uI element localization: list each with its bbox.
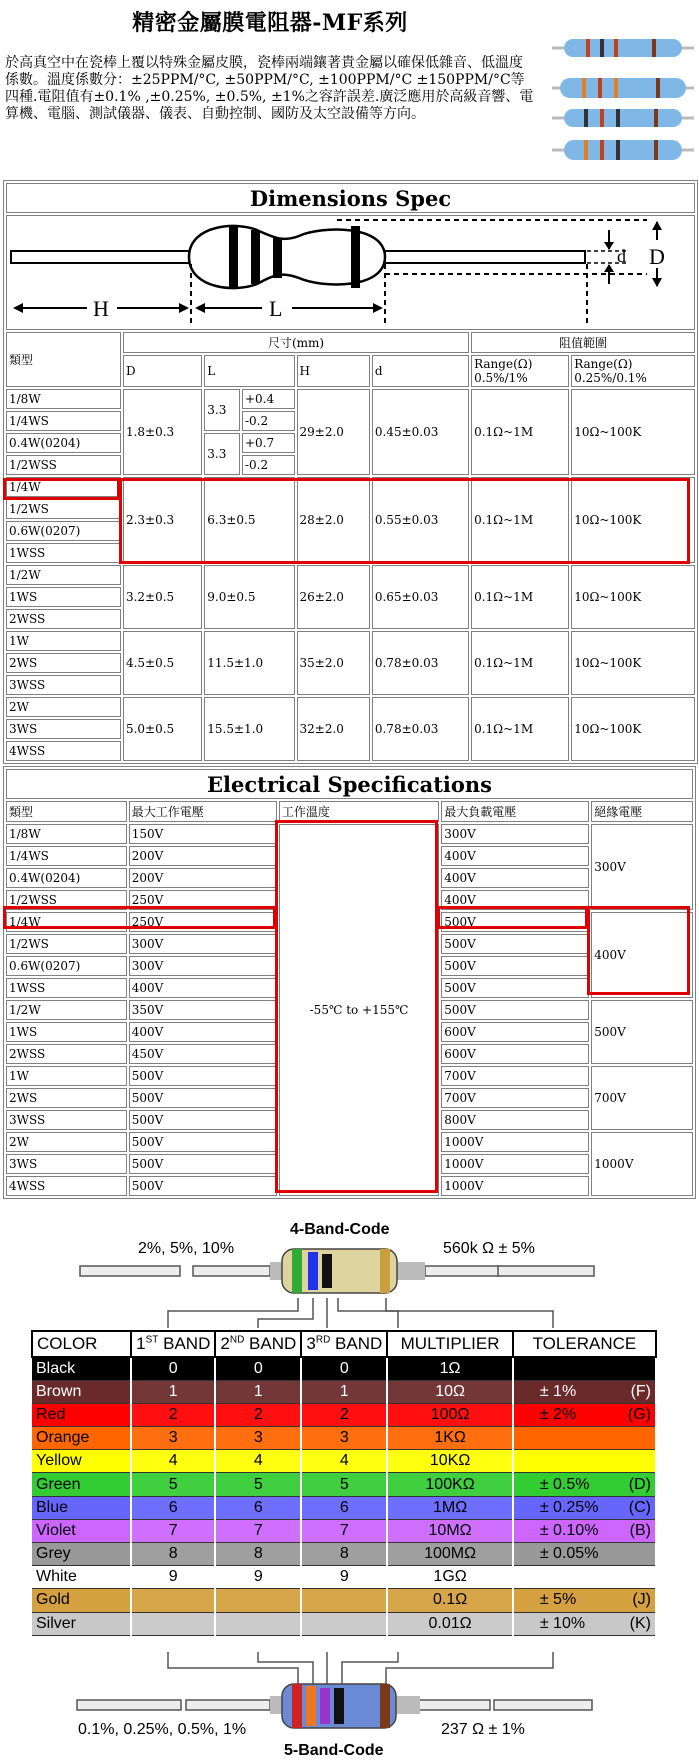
overload-cell: 500V: [441, 978, 589, 998]
type-cell: 2WSS: [6, 1044, 127, 1064]
insulation-cell: 1000V: [591, 1132, 693, 1196]
cc-header-band1: [131, 1331, 215, 1357]
cc-header-band1-sup: ST: [145, 1334, 159, 1346]
cc-band2: 5: [215, 1473, 301, 1496]
max-voltage-cell: 300V: [129, 934, 277, 954]
cc-header-band2-word: BAND: [244, 1334, 297, 1353]
type-cell: 1/8W: [6, 389, 121, 409]
color-row-green: [32, 1473, 656, 1496]
cc-band3: 9: [301, 1566, 387, 1589]
max-voltage-cell: 450V: [129, 1044, 277, 1064]
insulation-cell: 500V: [591, 1000, 693, 1064]
cc-header-band1-word: BAND: [158, 1334, 211, 1353]
cc-header-color: COLOR: [32, 1331, 131, 1357]
label-D: D: [649, 244, 665, 269]
overload-cell: 600V: [441, 1044, 589, 1064]
overload-cell: 500V: [441, 934, 589, 954]
header-range-05-1: Range(Ω) 0.5%/1%: [471, 355, 569, 387]
type-cell: 0.4W(0204): [6, 868, 127, 888]
resistor-photos: [552, 36, 694, 170]
temp-range-cell: -55℃ to +155℃: [279, 824, 439, 1196]
color-row-white: [32, 1566, 656, 1589]
cc-header-band3-sup: RD: [315, 1334, 331, 1346]
cc-tolerance-value: ± 0.05%: [539, 1545, 599, 1563]
cc-tolerance-code: (D): [628, 1475, 651, 1493]
dim-d: 0.45±0.03: [372, 389, 469, 475]
type-cell: 1/8W: [6, 824, 127, 844]
overload-cell: 1000V: [441, 1132, 589, 1152]
cc-band1: 8: [131, 1543, 215, 1566]
dim-range2: 10Ω~100K: [571, 697, 695, 761]
page-title: 精密金屬膜電阻器-MF系列: [132, 10, 408, 36]
cc-tolerance: [513, 1543, 656, 1566]
color-row-red: [32, 1403, 656, 1426]
five-band-tolerances: 0.1%, 0.25%, 0.5%, 1%: [78, 1721, 247, 1738]
cc-band1: [131, 1612, 215, 1635]
cc-tolerance: [513, 1380, 656, 1403]
cc-tolerance-value: ± 1%: [539, 1382, 577, 1400]
type-cell: 1/2WS: [6, 499, 121, 519]
cc-tolerance-value: ± 0.5%: [539, 1475, 590, 1493]
cc-tolerance: [513, 1357, 656, 1380]
cc-tolerance-value: ± 0.10%: [539, 1521, 599, 1539]
resistor-photo-3: [552, 109, 694, 127]
color-row-black: [32, 1357, 656, 1380]
cc-band3: 1: [301, 1380, 387, 1403]
color-code-table: [31, 1330, 657, 1636]
dim-D: 3.2±0.5: [123, 565, 202, 629]
type-cell: 1/4W: [6, 912, 127, 932]
cc-band3: 7: [301, 1519, 387, 1542]
color-row-violet: [32, 1519, 656, 1542]
dim-D: 2.3±0.3: [123, 477, 202, 563]
cc-header-tolerance: TOLERANCE: [513, 1331, 656, 1357]
cc-band3: 5: [301, 1473, 387, 1496]
cc-band3: 3: [301, 1427, 387, 1450]
dim-L: 3.3: [204, 389, 240, 431]
cc-tolerance: [513, 1473, 656, 1496]
dimensions-section-title: Dimensions Spec: [6, 183, 695, 213]
type-cell: 1WS: [6, 1022, 127, 1042]
type-cell: 1WSS: [6, 543, 121, 563]
dim-range2: 10Ω~100K: [571, 565, 695, 629]
dim-d: 0.65±0.03: [372, 565, 469, 629]
cc-band3: 2: [301, 1403, 387, 1426]
cc-multiplier: 10Ω: [387, 1380, 513, 1403]
five-band-title: 5-Band-Code: [284, 1742, 384, 1759]
cc-band3: [301, 1589, 387, 1612]
cc-tolerance-code: (K): [629, 1614, 651, 1632]
header-temp: 工作溫度: [279, 801, 439, 822]
dim-range1: 0.1Ω~1M: [471, 565, 569, 629]
overload-cell: 300V: [441, 824, 589, 844]
header-H: H: [297, 355, 370, 387]
cc-multiplier: 1GΩ: [387, 1566, 513, 1589]
max-voltage-cell: 150V: [129, 824, 277, 844]
color-row-yellow: [32, 1450, 656, 1473]
header-size: 尺寸(mm): [123, 332, 469, 353]
type-cell: 3WSS: [6, 675, 121, 695]
overload-cell: 500V: [441, 956, 589, 976]
overload-cell: 700V: [441, 1066, 589, 1086]
dim-range1: 0.1Ω~1M: [471, 389, 569, 475]
dimension-diagram-cell: [6, 215, 695, 330]
dim-H: 26±2.0: [297, 565, 370, 629]
cc-tolerance: [513, 1403, 656, 1426]
cc-tolerance-code: (F): [630, 1382, 651, 1400]
type-cell: 1/2W: [6, 1000, 127, 1020]
header-max-voltage: 最大工作電壓: [129, 801, 277, 822]
cc-band3: 0: [301, 1357, 387, 1380]
overload-cell: 500V: [441, 1000, 589, 1020]
resistor-photo-4: [552, 140, 694, 160]
four-band-leader-lines: [168, 1298, 553, 1328]
cc-band3: 4: [301, 1450, 387, 1473]
five-band-leader-lines: [168, 1652, 553, 1686]
header-d: d: [372, 355, 469, 387]
cc-multiplier: 10MΩ: [387, 1519, 513, 1542]
color-row-grey: [32, 1543, 656, 1566]
color-row-gold: [32, 1589, 656, 1612]
cc-band2: 6: [215, 1496, 301, 1519]
cc-tolerance-code: (J): [632, 1591, 651, 1609]
cc-multiplier: 10KΩ: [387, 1450, 513, 1473]
type-cell: 2WS: [6, 653, 121, 673]
cc-tolerance: [513, 1450, 656, 1473]
cc-color-name: Violet: [32, 1519, 131, 1542]
dimension-diagram: [7, 216, 694, 326]
dim-d: 0.55±0.03: [372, 477, 469, 563]
max-voltage-cell: 400V: [129, 1022, 277, 1042]
cc-multiplier: 1MΩ: [387, 1496, 513, 1519]
cc-color-name: Grey: [32, 1543, 131, 1566]
max-voltage-cell: 250V: [129, 912, 277, 932]
cc-band2: 7: [215, 1519, 301, 1542]
dim-range1: 0.1Ω~1M: [471, 697, 569, 761]
header-range-025-01: Range(Ω) 0.25%/0.1%: [571, 355, 695, 387]
cc-multiplier: 100MΩ: [387, 1543, 513, 1566]
cc-band1: 9: [131, 1566, 215, 1589]
cc-band2: [215, 1589, 301, 1612]
cc-tolerance: [513, 1589, 656, 1612]
cc-tolerance-value: [518, 1452, 540, 1469]
cc-band1: 5: [131, 1473, 215, 1496]
cc-color-name: Blue: [32, 1496, 131, 1519]
max-voltage-cell: 500V: [129, 1154, 277, 1174]
dim-L-tol: +0.7: [242, 433, 295, 453]
cc-tolerance-code: (B): [629, 1521, 651, 1539]
cc-band1: 2: [131, 1403, 215, 1426]
cc-band3: 6: [301, 1496, 387, 1519]
max-voltage-cell: 200V: [129, 846, 277, 866]
header-range: 阻值範圍: [471, 332, 695, 353]
overload-cell: 1000V: [441, 1176, 589, 1196]
dim-D: 1.8±0.3: [123, 389, 202, 475]
cc-band1: 1: [131, 1380, 215, 1403]
cc-band1: 6: [131, 1496, 215, 1519]
type-cell: 2W: [6, 697, 121, 717]
dim-range2: 10Ω~100K: [571, 477, 695, 563]
type-cell: 3WS: [6, 1154, 127, 1174]
cc-header-band1-num: 1: [136, 1334, 146, 1353]
dim-range2: 10Ω~100K: [571, 389, 695, 475]
cc-header-band3-word: BAND: [330, 1334, 383, 1353]
max-voltage-cell: 200V: [129, 868, 277, 888]
overload-cell: 600V: [441, 1022, 589, 1042]
dim-d: 0.78±0.03: [372, 631, 469, 695]
five-band-example: 237 Ω ± 1%: [441, 1721, 525, 1738]
label-L: L: [269, 296, 283, 321]
four-band-example: 560k Ω ± 5%: [443, 1240, 535, 1257]
cc-tolerance-value: ± 0.25%: [539, 1498, 599, 1516]
dim-L: 3.3: [204, 433, 240, 475]
color-code-section: [0, 1216, 699, 1763]
cc-header-band2-num: 2: [220, 1334, 230, 1353]
dim-L: 6.3±0.5: [204, 477, 294, 563]
cc-band1: 4: [131, 1450, 215, 1473]
cc-multiplier: 1KΩ: [387, 1427, 513, 1450]
header-max-overload: 最大負載電壓: [441, 801, 589, 822]
cc-color-name: Gold: [32, 1589, 131, 1612]
cc-tolerance: [513, 1566, 656, 1589]
cc-multiplier: 0.01Ω: [387, 1612, 513, 1635]
dimensions-table: [3, 180, 698, 764]
dim-L-tol: +0.4: [242, 389, 295, 409]
cc-band2: 1: [215, 1380, 301, 1403]
dim-D: 5.0±0.5: [123, 697, 202, 761]
type-cell: 1WSS: [6, 978, 127, 998]
cc-tolerance: [513, 1427, 656, 1450]
dim-D: 4.5±0.5: [123, 631, 202, 695]
cc-band1: 0: [131, 1357, 215, 1380]
type-cell: 4WSS: [6, 1176, 127, 1196]
cc-color-name: Silver: [32, 1612, 131, 1635]
dim-range2: 10Ω~100K: [571, 631, 695, 695]
cc-band1: 3: [131, 1427, 215, 1450]
color-code-rows: [32, 1357, 656, 1635]
cc-tolerance-value: [518, 1360, 540, 1377]
cc-color-name: Green: [32, 1473, 131, 1496]
header-D: D: [123, 355, 202, 387]
cc-color-name: Brown: [32, 1380, 131, 1403]
overload-cell: 800V: [441, 1110, 589, 1130]
insulation-cell: 300V: [591, 824, 693, 910]
cc-band3: [301, 1612, 387, 1635]
overload-cell: 400V: [441, 846, 589, 866]
cc-tolerance-value: ± 5%: [539, 1591, 577, 1609]
cc-band2: 9: [215, 1566, 301, 1589]
type-cell: 4WSS: [6, 741, 121, 761]
max-voltage-cell: 500V: [129, 1176, 277, 1196]
dim-L: 15.5±1.0: [204, 697, 294, 761]
cc-tolerance-value: [518, 1568, 540, 1585]
cc-band2: 4: [215, 1450, 301, 1473]
cc-color-name: Red: [32, 1403, 131, 1426]
type-cell: 1/2W: [6, 565, 121, 585]
intro-text: 於高真空中在瓷棒上覆以特殊金屬皮膜，瓷棒兩端鑲著貴金屬以確保低雜音、低溫度係數。溫度係數分：±25PPM/°C, ±50PPM/°C, ±100PPM/°C ±150PPM/°C等四種.電阻值有±0.1% ,±0.25%, ±0.5%, ±1%之容許誤差.廣泛應用於高級音響、電算機、電腦、測試儀器、儀表、自動控制、國防及太空設備等方向。: [5, 55, 534, 122]
cc-color-name: Yellow: [32, 1450, 131, 1473]
four-band-resistor-icon: [80, 1249, 594, 1293]
color-row-blue: [32, 1496, 656, 1519]
insulation-cell: 400V: [591, 912, 693, 998]
cc-tolerance: [513, 1496, 656, 1519]
cc-tolerance-code: (C): [628, 1498, 651, 1516]
resistor-photo-1: [552, 39, 694, 57]
cc-tolerance: [513, 1519, 656, 1542]
cc-band1: [131, 1589, 215, 1612]
max-voltage-cell: 500V: [129, 1066, 277, 1086]
type-cell: 1/4WS: [6, 411, 121, 431]
cc-band2: 8: [215, 1543, 301, 1566]
cc-color-name: Orange: [32, 1427, 131, 1450]
cc-multiplier: 0.1Ω: [387, 1589, 513, 1612]
overload-cell: 700V: [441, 1088, 589, 1108]
cc-band2: 0: [215, 1357, 301, 1380]
dim-d: 0.78±0.03: [372, 697, 469, 761]
dim-L: 11.5±1.0: [204, 631, 294, 695]
max-voltage-cell: 350V: [129, 1000, 277, 1020]
label-d: d: [617, 246, 626, 266]
cc-tolerance-value: ± 2%: [539, 1405, 577, 1423]
cc-band1: 7: [131, 1519, 215, 1542]
type-cell: 1/2WSS: [6, 455, 121, 475]
overload-cell: 1000V: [441, 1154, 589, 1174]
dim-range1: 0.1Ω~1M: [471, 631, 569, 695]
type-cell: 2WS: [6, 1088, 127, 1108]
dim-L-tol: -0.2: [242, 411, 295, 431]
type-cell: 1WS: [6, 587, 121, 607]
cc-header-band3-num: 3: [306, 1334, 316, 1353]
dim-H: 28±2.0: [297, 477, 370, 563]
header-type: 類型: [6, 801, 127, 822]
color-row-brown: [32, 1380, 656, 1403]
max-voltage-cell: 500V: [129, 1132, 277, 1152]
cc-multiplier: 100KΩ: [387, 1473, 513, 1496]
cc-multiplier: 100Ω: [387, 1403, 513, 1426]
dim-H: 29±2.0: [297, 389, 370, 475]
dim-L: 9.0±0.5: [204, 565, 294, 629]
cc-band2: [215, 1612, 301, 1635]
header-insulation: 絕緣電壓: [591, 801, 693, 822]
cc-band3: 8: [301, 1543, 387, 1566]
max-voltage-cell: 500V: [129, 1088, 277, 1108]
dim-H: 35±2.0: [297, 631, 370, 695]
max-voltage-cell: 300V: [129, 956, 277, 976]
overload-cell: 400V: [441, 890, 589, 910]
overload-cell: 500V: [441, 912, 589, 932]
four-band-tolerances: 2%, 5%, 10%: [138, 1240, 235, 1257]
color-row-silver: [32, 1612, 656, 1635]
header-type: 類型: [6, 332, 121, 387]
four-band-title: 4-Band-Code: [290, 1221, 390, 1238]
cc-multiplier: 1Ω: [387, 1357, 513, 1380]
type-cell: 1W: [6, 631, 121, 651]
cc-color-name: White: [32, 1566, 131, 1589]
type-cell: 0.6W(0207): [6, 956, 127, 976]
cc-header-band3: [301, 1331, 387, 1357]
cc-tolerance-code: (G): [627, 1405, 651, 1423]
type-cell: 1/2WS: [6, 934, 127, 954]
dim-range1: 0.1Ω~1M: [471, 477, 569, 563]
label-H: H: [93, 296, 109, 321]
type-cell: 2W: [6, 1132, 127, 1152]
cc-header-band2: [215, 1331, 301, 1357]
type-cell: 1/2WSS: [6, 890, 127, 910]
cc-color-name: Black: [32, 1357, 131, 1380]
max-voltage-cell: 500V: [129, 1110, 277, 1130]
color-row-orange: [32, 1427, 656, 1450]
overload-cell: 400V: [441, 868, 589, 888]
resistor-photo-2: [552, 78, 694, 98]
cc-band2: 3: [215, 1427, 301, 1450]
cc-tolerance-value: [518, 1429, 540, 1446]
type-cell: 3WS: [6, 719, 121, 739]
cc-header-multiplier: MULTIPLIER: [387, 1331, 513, 1357]
type-cell: 0.4W(0204): [6, 433, 121, 453]
type-cell: 3WSS: [6, 1110, 127, 1130]
insulation-cell: 700V: [591, 1066, 693, 1130]
header-L: L: [204, 355, 294, 387]
max-voltage-cell: 250V: [129, 890, 277, 910]
cc-tolerance: [513, 1612, 656, 1635]
dim-L-tol: -0.2: [242, 455, 295, 475]
type-cell: 1W: [6, 1066, 127, 1086]
type-cell: 1/4WS: [6, 846, 127, 866]
dim-H: 32±2.0: [297, 697, 370, 761]
type-cell: 0.6W(0207): [6, 521, 121, 541]
cc-tolerance-value: ± 10%: [539, 1614, 586, 1632]
type-cell: 2WSS: [6, 609, 121, 629]
type-cell: 1/4W: [6, 477, 121, 497]
electrical-section-title: Electrical Specifications: [6, 769, 693, 799]
cc-header-band2-sup: ND: [229, 1334, 245, 1346]
electrical-table: [3, 766, 696, 1199]
max-voltage-cell: 400V: [129, 978, 277, 998]
cc-band2: 2: [215, 1403, 301, 1426]
